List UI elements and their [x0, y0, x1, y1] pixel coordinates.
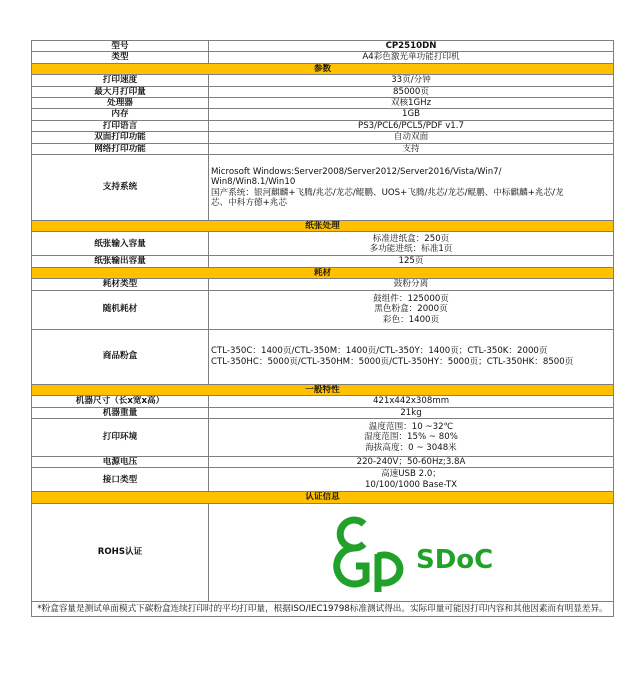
section-title: 一般特性	[32, 384, 614, 395]
paper-output-value: 125页	[209, 256, 614, 267]
os-line: Win8/Win8.1/Win10	[211, 177, 296, 188]
section-header-general	[32, 384, 614, 395]
footnote-row	[32, 601, 614, 616]
spec-label: 双面打印功能	[32, 132, 209, 143]
spec-table	[31, 40, 614, 617]
spec-row	[32, 109, 614, 120]
section-header-params	[32, 63, 614, 74]
spec-row	[32, 407, 614, 418]
spec-value: 33页/分钟	[209, 75, 614, 86]
section-header-consumables	[32, 267, 614, 278]
spec-value: PS3/PCL6/PCL5/PDF v1.7	[209, 120, 614, 131]
os-support-row	[32, 155, 614, 221]
paper-input-label: 纸张输入容量	[32, 232, 209, 256]
china-rohs-gp-logo	[326, 510, 496, 594]
spec-value: 21kg	[209, 407, 614, 418]
paper-input-value	[209, 232, 614, 256]
toner-row	[32, 329, 614, 384]
logo-arc-p	[378, 554, 400, 592]
toner-label: 商品粉盒	[32, 329, 209, 384]
interface-line: 10/100/1000 Base-TX	[364, 479, 458, 490]
bundled-line: 鼓组件：125000页	[373, 294, 449, 305]
os-line: Microsoft Windows:Server2008/Server2012/Server2016/Vista/Win7/	[211, 166, 502, 177]
rohs-logo	[211, 510, 611, 594]
model-row	[32, 41, 614, 52]
spec-label: 处理器	[32, 98, 209, 109]
rohs-label: ROHS认证	[32, 503, 209, 601]
logo-arc-g	[337, 548, 366, 584]
sdoc-logo-text: SDoC	[416, 545, 494, 576]
environment-line: 湿度范围：15% ~ 80%	[364, 432, 458, 443]
spec-label: 打印速度	[32, 75, 209, 86]
spec-label: 机器尺寸（长x宽x高）	[32, 396, 209, 407]
paper-input-row	[32, 232, 614, 256]
environment-label: 打印环境	[32, 418, 209, 456]
spec-label: 机器重量	[32, 407, 209, 418]
bundled-line: 彩色：1400页	[382, 314, 440, 325]
spec-label: 内存	[32, 109, 209, 120]
type-row	[32, 52, 614, 63]
spec-value: 自动双面	[209, 132, 614, 143]
spec-value: 421x442x308mm	[209, 396, 614, 407]
paper-input-line: 标准进纸盒：250页	[372, 233, 450, 244]
model-value: CP2510DN	[209, 41, 614, 52]
power-value: 220-240V；50-60Hz;3.8A	[209, 456, 614, 467]
model-label: 型号	[32, 41, 209, 52]
os-support-label: 支持系统	[32, 155, 209, 221]
spec-value: 85000页	[209, 86, 614, 97]
section-title: 认证信息	[32, 492, 614, 503]
rohs-row	[32, 503, 614, 601]
rohs-logo-cell	[209, 503, 614, 601]
paper-output-row	[32, 256, 614, 267]
interface-row	[32, 468, 614, 492]
environment-row	[32, 418, 614, 456]
spec-row	[32, 120, 614, 131]
interface-label: 接口类型	[32, 468, 209, 492]
section-title: 耗材	[32, 267, 614, 278]
spec-row	[32, 132, 614, 143]
spec-label: 网络打印功能	[32, 143, 209, 154]
spec-value: 1GB	[209, 109, 614, 120]
spec-row	[32, 86, 614, 97]
power-row	[32, 456, 614, 467]
environment-line: 海拔高度：0 ~ 3048米	[365, 442, 457, 453]
toner-value	[209, 329, 614, 384]
environment-value	[209, 418, 614, 456]
environment-line: 温度范围：10 ~32℃	[368, 421, 454, 432]
toner-line: CTL-350C：1400页/CTL-350M：1400页/CTL-350Y：1400页；CTL-350K：2000页	[211, 346, 548, 357]
spec-row	[32, 143, 614, 154]
spec-row	[32, 98, 614, 109]
paper-output-label: 纸张输出容量	[32, 256, 209, 267]
section-header-paper	[32, 221, 614, 232]
spec-row	[32, 75, 614, 86]
gp-mark	[337, 520, 400, 592]
logo-arc-top	[340, 520, 364, 548]
spec-label: 最大月打印量	[32, 86, 209, 97]
os-line: 国产系统：银河麒麟+飞腾/兆芯/龙芯/鲲鹏、UOS+飞腾/兆芯/龙芯/鲲鹏、中标麒麟+兆芯/龙	[211, 187, 564, 198]
section-title: 纸张处理	[32, 221, 614, 232]
interface-value	[209, 468, 614, 492]
power-label: 电源电压	[32, 456, 209, 467]
type-value: A4彩色激光单功能打印机	[209, 52, 614, 63]
section-title: 参数	[32, 63, 614, 74]
bundled-line: 黑色粉盒：2000页	[374, 304, 448, 315]
spec-label: 打印语言	[32, 120, 209, 131]
bundled-consumables-row	[32, 290, 614, 329]
spec-value: 支持	[209, 143, 614, 154]
consumable-type-value: 鼓粉分离	[209, 279, 614, 290]
os-line: 芯、中科方德+兆芯	[211, 197, 287, 208]
bundled-consumables-value	[209, 290, 614, 329]
section-header-certification	[32, 492, 614, 503]
spec-row	[32, 396, 614, 407]
consumable-type-row	[32, 279, 614, 290]
type-label: 类型	[32, 52, 209, 63]
paper-input-line: 多功能进纸：标准1页	[369, 243, 453, 254]
toner-line: CTL-350HC：5000页/CTL-350HM：5000页/CTL-350HY：5000页；CTL-350HK：8500页	[211, 356, 574, 367]
interface-line: 高速USB 2.0；	[381, 469, 441, 480]
bundled-consumables-label: 随机耗材	[32, 290, 209, 329]
os-support-value	[209, 155, 614, 221]
spec-value: 双核1GHz	[209, 98, 614, 109]
footnote: *粉盒容量是测试单面模式下碳粉盒连续打印时的平均打印量，根据ISO/IEC19798标准测试得出。实际印量可能因打印内容和其他因素而有明显差异。	[32, 601, 614, 616]
consumable-type-label: 耗材类型	[32, 279, 209, 290]
